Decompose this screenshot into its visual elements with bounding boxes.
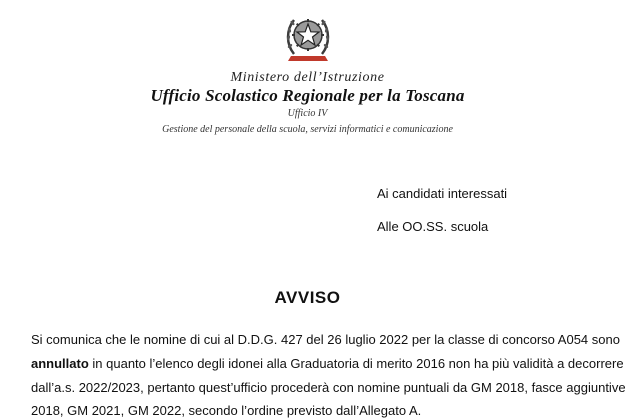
- office-description: Gestione del personale della scuola, servizi informatici e comunicazione: [162, 124, 453, 135]
- recipient-candidates: Ai candidati interessati: [377, 186, 508, 201]
- notice-body-line-2-text: in quanto l’elenco degli idonei alla Graduatoria di merito 2016 non ha più validità a decorrere: [88, 356, 624, 371]
- notice-body-line-3: dall’a.s. 2022/2023, pertanto quest’ufficio procederà con nomine puntuali da GM 2018, fasce aggiuntive: [31, 380, 626, 395]
- notice-title: AVVISO: [274, 288, 341, 307]
- sub-office-heading: Ufficio IV: [287, 108, 328, 119]
- notice-body-line-4: 2018, GM 2021, GM 2022, secondo l’ordine previsto dall’Allegato A.: [31, 403, 422, 418]
- office-heading: Ufficio Scolastico Regionale per la Toscana: [150, 86, 465, 105]
- ministry-heading: Ministero dell’Istruzione: [230, 70, 385, 85]
- notice-body-line-2: [31, 356, 624, 371]
- annulled-keyword: annullato: [31, 356, 89, 371]
- notice-body-line-1: Si comunica che le nomine di cui al D.D.G. 427 del 26 luglio 2022 per la classe di concorso A054 sono: [31, 332, 620, 347]
- italian-republic-emblem-icon: [284, 10, 332, 70]
- recipient-unions: Alle OO.SS. scuola: [377, 219, 489, 234]
